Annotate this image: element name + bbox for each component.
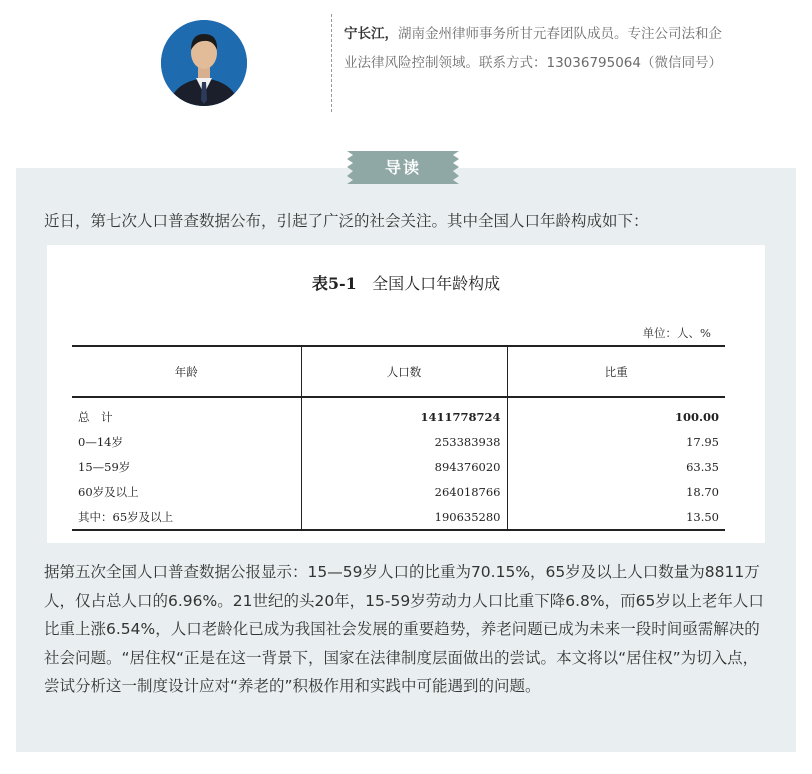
table-unit: 单位：人、%: [642, 326, 711, 340]
table-row: [72, 479, 725, 504]
row-age: 60岁及以上: [78, 484, 139, 499]
table-row: [72, 454, 725, 479]
table-figure: [47, 245, 765, 543]
row-population: 894376020: [301, 454, 507, 479]
author-avatar: [161, 20, 247, 106]
row-share: 17.95: [507, 429, 725, 454]
badge-label: 导读: [384, 158, 421, 177]
row-share: 18.70: [507, 479, 725, 504]
row-share: 100.00: [507, 397, 725, 429]
table-number: 表5-1: [311, 274, 357, 293]
table-title-text: 全国人口年龄构成: [372, 274, 501, 293]
author-bio: [344, 20, 734, 78]
row-population: 253383938: [301, 429, 507, 454]
table-row: [72, 397, 725, 429]
row-population: 190635280: [301, 504, 507, 530]
row-share: 63.35: [507, 454, 725, 479]
row-age: 0—14岁: [78, 434, 123, 449]
table-header-row: [72, 346, 725, 397]
table-row: [72, 429, 725, 454]
header-age: 年龄: [72, 346, 301, 397]
population-table: [72, 345, 725, 531]
author-section: [0, 0, 812, 140]
author-name: 宁长江，: [344, 26, 398, 42]
author-divider: [331, 14, 332, 112]
table-title: [47, 271, 765, 294]
row-age: 总 计: [78, 409, 113, 424]
intro-text: 近日，第七次人口普查数据公布，引起了广泛的社会关注。其中全国人口年龄构成如下：: [44, 212, 649, 230]
row-share: 13.50: [507, 504, 725, 530]
table-row: [72, 504, 725, 530]
section-badge: [347, 151, 459, 184]
row-age: 其中：65岁及以上: [72, 504, 301, 530]
row-population: 1411778724: [301, 397, 507, 429]
author-description: 湖南金州律师事务所甘元春团队成员。专注公司法和企业法律风险控制领域。联系方式：13036795064（微信同号）: [344, 26, 722, 71]
body-paragraph: 据第五次全国人口普查数据公报显示：15—59岁人口的比重为70.15%，65岁及以上人口数量为8811万人，仅占总人口的6.96%。21世纪的头20年，15-59岁劳动力人口比重下降6.8%，而65岁以上老年人口比重上涨6.54%，人口老龄化已成为我国社会发展的重要趋势，养老问题已成为未来一段时间亟需解决的社会问题。“居住权“正是在这一背景下，国家在法律制度层面做出的尝试。本文将以“居住权”为切入点，尝试分析这一制度设计应对“养老的”积极作用和实践中可能遇到的问题。: [44, 563, 764, 695]
header-population: 人口数: [301, 346, 507, 397]
row-population: 264018766: [301, 479, 507, 504]
row-age: 15—59岁: [78, 459, 131, 474]
header-share: 比重: [507, 346, 725, 397]
